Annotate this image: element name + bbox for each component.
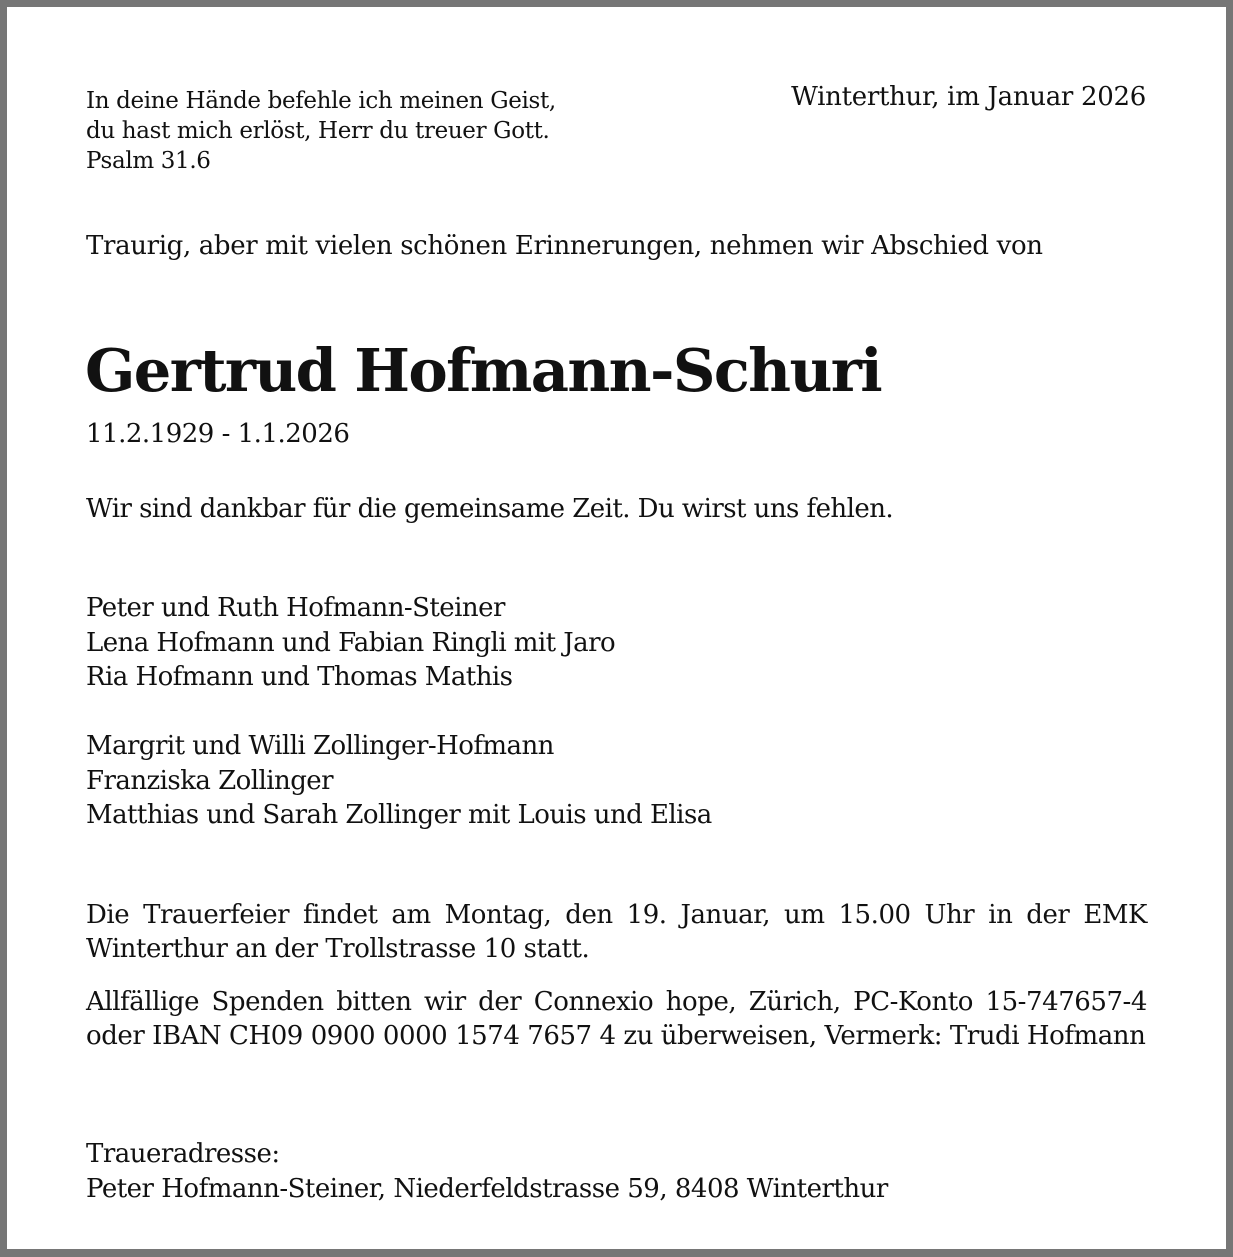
obituary-page <box>7 7 1226 1249</box>
mourners-group-1 <box>86 591 615 695</box>
mourner-line: Margrit und Willi Zollinger-Hofmann <box>86 731 554 761</box>
donation-info: Allfällige Spenden bitten wir der Connexio hope, Zürich, PC-Konto 15-747657-4 oder IBAN CH09 0900 0000 1574 7657 4 zu überweisen, Vermerk: Trudi Hofmann <box>86 987 1147 1051</box>
mourner-line: Lena Hofmann und Fabian Ringli mit Jaro <box>86 627 616 658</box>
ceremony-info: Die Trauerfeier findet am Montag, den 19. Januar, um 15.00 Uhr in der EMK Winterthur an der Trollstrasse 10 statt. <box>86 900 1147 964</box>
mourner-line: Peter und Ruth Hofmann-Steiner <box>86 593 505 623</box>
mourner-line: Franziska Zollinger <box>86 765 334 796</box>
mourners-group-2 <box>86 729 712 833</box>
mourning-address <box>86 1137 888 1206</box>
life-dates: 11.2.1929 - 1.1.2026 <box>86 419 350 449</box>
thanks-text: Wir sind dankbar für die gemeinsame Zeit. Du wirst uns fehlen. <box>86 494 894 524</box>
mourner-line: Matthias und Sarah Zollinger mit Louis und Elisa <box>86 800 712 830</box>
intro-text: Traurig, aber mit vielen schönen Erinnerungen, nehmen wir Abschied von <box>86 231 1043 261</box>
address-label: Traueradresse: <box>86 1139 280 1169</box>
place-and-date: Winterthur, im Januar 2026 <box>791 82 1146 112</box>
bible-verse: In deine Hände befehle ich meinen Geist, du hast mich erlöst, Herr du treuer Gott. Psalm 31.6 <box>86 88 556 174</box>
address-value: Peter Hofmann-Steiner, Niederfeldstrasse 59, 8408 Winterthur <box>86 1173 888 1204</box>
deceased-name: Gertrud Hofmann-Schuri <box>85 336 882 405</box>
mourner-line: Ria Hofmann und Thomas Mathis <box>86 662 513 692</box>
